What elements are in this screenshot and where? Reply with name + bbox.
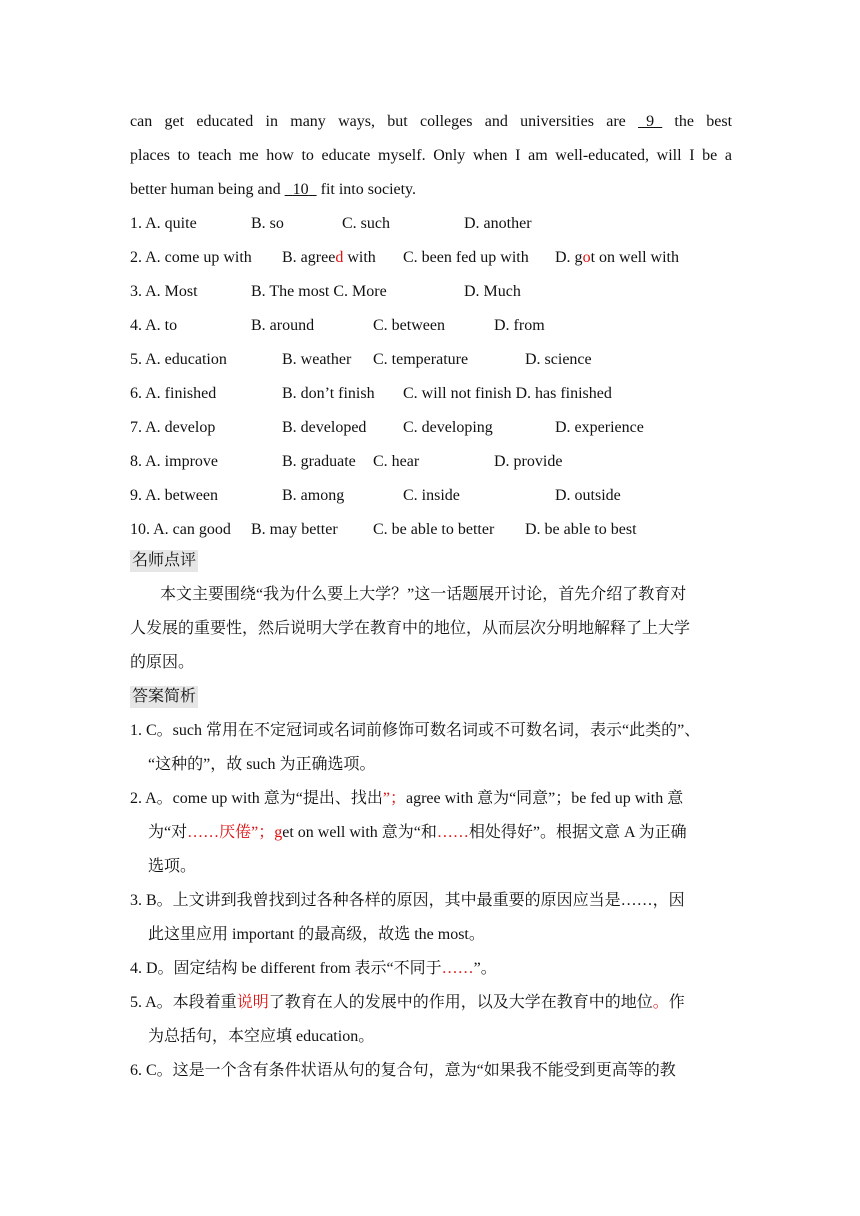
option-c: C. between <box>373 317 445 334</box>
option-d: D. another <box>464 215 532 232</box>
option-c: C. hear <box>373 453 420 470</box>
option-d: D. provide <box>494 453 563 470</box>
option-a: 1. A. quite <box>130 215 197 232</box>
option-c: C. will not finish D. has finished <box>403 385 612 402</box>
review-heading: 名师点评 <box>130 550 198 572</box>
answer-1-line-1: 1. C。such 常用在不定冠词或名词前修饰可数名词或不可数名词，表示“此类的”、 <box>130 722 701 739</box>
option-b: B. graduate <box>282 453 356 470</box>
option-a: 2. A. come up with <box>130 249 252 266</box>
option-b: B. developed <box>282 419 367 436</box>
answer-4: 4. D。固定结构 be different from 表示“不同于……”。 <box>130 960 497 977</box>
option-c: C. been fed up with <box>403 249 529 266</box>
option-a: 9. A. between <box>130 487 218 504</box>
passage-text: the best <box>674 113 733 130</box>
option-d: D. be able to best <box>525 521 637 538</box>
answers-heading: 答案简析 <box>130 686 198 708</box>
option-b: B. so <box>251 215 284 232</box>
answer-5-line-2: 为总括句，本空应填 education。 <box>148 1028 375 1045</box>
answer-5-line-1: 5. A。本段着重说明了教育在人的发展中的作用，以及大学在教育中的地位。作 <box>130 994 685 1011</box>
review-line-1: 本文主要围绕“我为什么要上大学？”这一话题展开讨论，首先介绍了教育对 <box>160 586 687 603</box>
option-d: D. outside <box>555 487 621 504</box>
option-a: 6. A. finished <box>130 385 217 402</box>
option-d: D. experience <box>555 419 644 436</box>
option-a: 3. A. Most <box>130 283 198 300</box>
option-d: D. from <box>494 317 545 334</box>
option-d: D. got on well with <box>555 249 679 266</box>
option-a: 10. A. can good <box>130 521 231 538</box>
review-line-3: 的原因。 <box>130 654 195 671</box>
answer-2-line-2: 为“对……厌倦”；get on well with 意为“和……相处得好”。根据文意 A 为正确 <box>148 824 687 841</box>
option-b: B. may better <box>251 521 338 538</box>
option-a: 7. A. develop <box>130 419 216 436</box>
passage-line-3 <box>130 179 416 201</box>
passage-text: better human being and <box>130 181 281 198</box>
review-line-2: 人发展的重要性，然后说明大学在教育中的地位，从而层次分明地解释了上大学 <box>130 620 691 637</box>
blank-9: _9_ <box>638 113 663 130</box>
option-b: B. around <box>251 317 315 334</box>
option-a: 4. A. to <box>130 317 178 334</box>
passage-line-2: places to teach me how to educate myself. Only when I am well-educated, will I be a <box>130 147 732 164</box>
blank-10: 10 <box>292 181 309 198</box>
passage-line-1 <box>130 111 732 133</box>
answer-1-line-2: “这种的”，故 such 为正确选项。 <box>148 756 376 773</box>
option-b: B. The most C. More <box>251 283 387 300</box>
answer-2-line-1: 2. A。come up with 意为“提出、找出”；agree with 意为“同意”；be fed up with 意 <box>130 790 684 807</box>
passage-text: can get educated in many ways, but colleges and universities are <box>130 113 626 130</box>
option-b: B. among <box>282 487 345 504</box>
answer-3-line-1: 3. B。上文讲到我曾找到过各种各样的原因，其中最重要的原因应当是……，因 <box>130 892 685 909</box>
option-c: C. temperature <box>373 351 469 368</box>
option-c: C. be able to better <box>373 521 495 538</box>
option-a: 8. A. improve <box>130 453 218 470</box>
answer-3-line-2: 此这里应用 important 的最高级，故选 the most。 <box>148 926 485 943</box>
option-b: B. weather <box>282 351 352 368</box>
option-c: C. inside <box>403 487 460 504</box>
option-c: C. such <box>342 215 390 232</box>
passage-text: fit into society. <box>320 181 417 198</box>
option-d: D. Much <box>464 283 521 300</box>
option-a: 5. A. education <box>130 351 227 368</box>
option-d: D. science <box>525 351 592 368</box>
option-c: C. developing <box>403 419 493 436</box>
answer-6-line-1: 6. C。这是一个含有条件状语从句的复合句，意为“如果我不能受到更高等的教 <box>130 1062 676 1079</box>
answer-2-line-3: 选项。 <box>148 858 197 875</box>
option-b: B. don’t finish <box>282 385 375 402</box>
option-b: B. agreed with <box>282 249 376 266</box>
